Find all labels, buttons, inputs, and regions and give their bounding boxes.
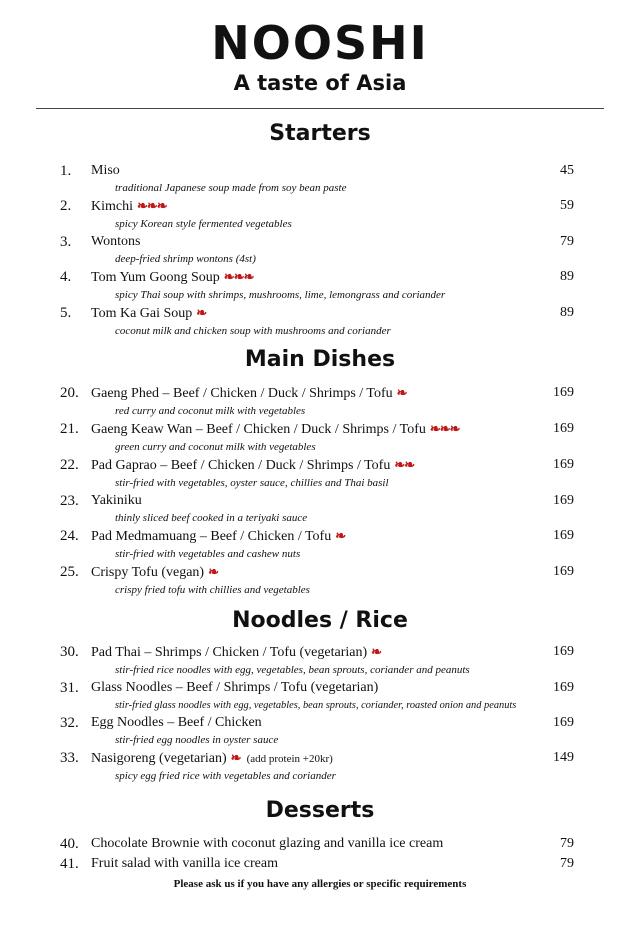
item-description: stir-fried with vegetables and cashew nuts (115, 548, 301, 560)
item-description: red curry and coconut milk with vegetables (115, 405, 306, 417)
item-addon-note: (add protein +20kr) (246, 753, 333, 765)
chili-pepper-icon: ❧ (230, 750, 241, 765)
item-description: stir-fried rice noodles with egg, vegetables, bean sprouts, coriander and peanuts (115, 664, 470, 676)
menu-item (0, 562, 640, 598)
section-title-starters: Starters (269, 121, 371, 146)
item-price: 169 (553, 457, 574, 472)
chili-pepper-icon: ❧❧ (394, 457, 415, 472)
item-price: 149 (553, 750, 574, 765)
header-divider (36, 108, 604, 109)
item-number: 33. (60, 750, 79, 766)
item-name-row (91, 161, 574, 181)
item-name-row (91, 383, 574, 404)
item-price: 45 (560, 163, 574, 178)
brand-title: NOOSHI (211, 16, 429, 70)
item-description: stir-fried egg noodles in oyster sauce (115, 734, 279, 746)
item-name: Gaeng Keaw Wan – Beef / Chicken / Duck / Shrimps / Tofu (91, 422, 426, 437)
item-price: 89 (560, 305, 574, 320)
item-description: stir-fried glass noodles with egg, vegetables, bean sprouts, coriander, roasted onion and peanuts (115, 700, 517, 711)
chili-pepper-icon: ❧ (335, 528, 346, 543)
chili-pepper-icon: ❧ (208, 564, 218, 579)
menu-item (0, 713, 640, 748)
item-name: Fruit salad with vanilla ice cream (91, 856, 278, 871)
item-name: Chocolate Brownie with coconut glazing and vanilla ice cream (91, 836, 444, 851)
menu-item (0, 419, 640, 455)
chili-pepper-icon: ❧ (371, 644, 382, 659)
chili-pepper-icon: ❧ (396, 385, 407, 400)
item-number: 20. (60, 385, 79, 401)
item-name-row (91, 455, 574, 476)
section-title-main-dishes: Main Dishes (244, 347, 396, 372)
item-name-row (91, 748, 574, 769)
item-description: green curry and coconut milk with vegetables (115, 441, 316, 453)
item-name-row (91, 642, 574, 663)
menu-item (0, 383, 640, 419)
item-name: Pad Gaprao – Beef / Chicken / Duck / Shrimps / Tofu (91, 458, 391, 473)
allergy-note: Please ask us if you have any allergies or specific requirements (173, 878, 467, 890)
chili-pepper-icon: ❧❧❧ (429, 421, 460, 436)
item-number: 4. (60, 269, 72, 285)
item-price: 79 (560, 234, 574, 249)
chili-pepper-icon: ❧❧❧ (137, 198, 167, 213)
item-name-row (91, 232, 574, 252)
item-number: 21. (60, 421, 79, 437)
item-description: crispy fried tofu with chillies and vegetables (115, 584, 310, 596)
desserts-list (0, 834, 640, 874)
item-description: stir-fried with vegetables, oyster sauce, chillies and Thai basil (115, 477, 389, 489)
item-name-row (91, 419, 574, 440)
item-description: spicy Thai soup with shrimps, mushrooms, lime, lemongrass and coriander (115, 289, 446, 301)
item-name-row (91, 196, 574, 217)
item-name-row (91, 267, 574, 288)
item-price: 89 (560, 269, 574, 284)
item-name-row (91, 713, 574, 733)
item-name-row (91, 562, 574, 583)
section-title-desserts: Desserts (265, 798, 375, 823)
item-number: 1. (60, 163, 72, 179)
item-number: 31. (60, 680, 79, 696)
item-number: 22. (60, 457, 79, 473)
item-name: Pad Medmamuang – Beef / Chicken / Tofu (91, 529, 332, 544)
item-number: 40. (60, 836, 79, 852)
item-description: spicy egg fried rice with vegetables and coriander (115, 770, 336, 782)
item-description: thinly sliced beef cooked in a teriyaki sauce (115, 512, 308, 524)
item-description: spicy Korean style fermented vegetables (115, 218, 292, 230)
menu-item (0, 196, 640, 232)
item-number: 25. (60, 564, 79, 580)
item-price: 169 (553, 680, 574, 695)
item-name: Nasigoreng (vegetarian) (91, 751, 227, 766)
item-number: 32. (60, 715, 79, 731)
item-number: 30. (60, 644, 79, 660)
menu-item (0, 161, 640, 196)
menu-item (0, 642, 640, 678)
noodles-rice-list (0, 642, 640, 784)
item-name: Glass Noodles – Beef / Shrimps / Tofu (vegetarian) (91, 680, 379, 695)
menu-item (0, 303, 640, 339)
item-description: traditional Japanese soup made from soy bean paste (115, 182, 347, 194)
item-name: Egg Noodles – Beef / Chicken (91, 715, 262, 730)
item-name: Yakiniku (91, 493, 142, 508)
section-title-noodles-rice: Noodles / Rice (232, 608, 408, 633)
item-name: Miso (91, 163, 120, 178)
menu-item (0, 854, 640, 874)
item-name: Tom Ka Gai Soup (91, 306, 193, 321)
item-number: 23. (60, 493, 79, 509)
starters-list (0, 161, 640, 339)
item-name: Kimchi (91, 199, 133, 214)
menu-item (0, 748, 640, 784)
chili-pepper-icon: ❧❧❧ (223, 269, 254, 284)
item-number: 24. (60, 528, 79, 544)
item-price: 169 (553, 644, 574, 659)
item-price: 169 (553, 421, 574, 436)
item-name-row (91, 678, 574, 698)
item-number: 2. (60, 198, 72, 214)
menu-item (0, 455, 640, 491)
menu-item (0, 526, 640, 562)
item-price: 169 (553, 493, 574, 508)
item-price: 79 (560, 856, 574, 871)
item-name: Crispy Tofu (vegan) (91, 565, 205, 580)
item-name: Wontons (91, 234, 141, 249)
item-number: 3. (60, 234, 72, 250)
item-price: 169 (553, 715, 574, 730)
item-number: 41. (60, 856, 79, 872)
item-name: Tom Yum Goong Soup (91, 270, 220, 285)
menu-item (0, 834, 640, 854)
item-price: 79 (560, 836, 574, 851)
item-name: Pad Thai – Shrimps / Chicken / Tofu (vegetarian) (91, 645, 368, 660)
item-price: 169 (553, 564, 574, 579)
menu-item (0, 267, 640, 303)
item-description: deep-fried shrimp wontons (4st) (115, 253, 256, 265)
menu-item (0, 232, 640, 267)
tagline: A taste of Asia (233, 71, 407, 95)
menu-item (0, 678, 640, 713)
chili-pepper-icon: ❧ (196, 305, 207, 320)
item-price: 169 (553, 528, 574, 543)
item-name-row (91, 526, 574, 547)
item-name-row (91, 491, 574, 511)
item-name-row (91, 303, 574, 324)
item-price: 59 (560, 198, 574, 213)
item-name: Gaeng Phed – Beef / Chicken / Duck / Shrimps / Tofu (91, 386, 393, 401)
item-number: 5. (60, 305, 72, 321)
main-dishes-list (0, 383, 640, 598)
item-description: coconut milk and chicken soup with mushrooms and coriander (115, 325, 391, 337)
item-price: 169 (553, 385, 574, 400)
menu-item (0, 491, 640, 526)
